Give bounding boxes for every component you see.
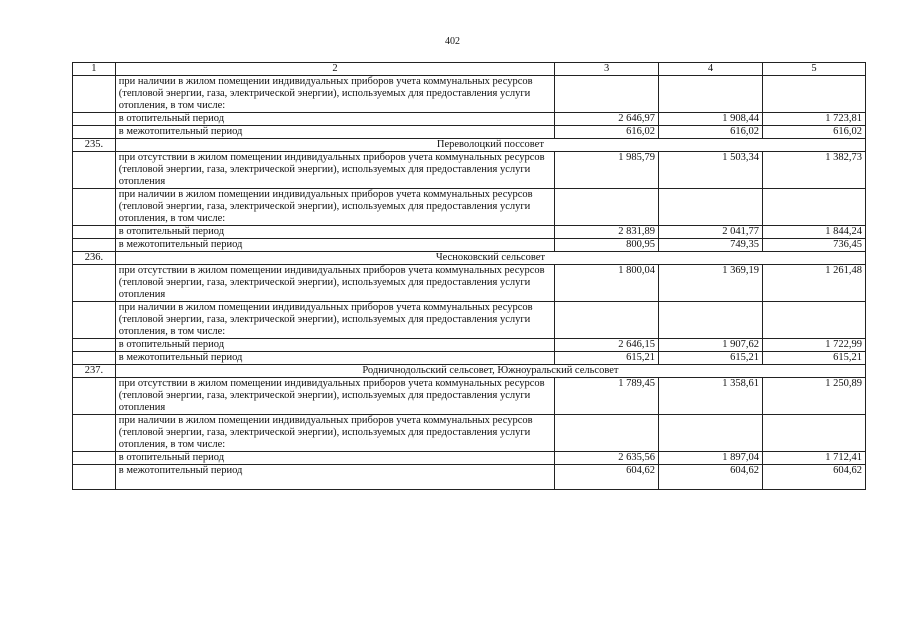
value-col-4 — [659, 189, 763, 226]
row-number-cell — [73, 265, 116, 302]
section-row — [73, 365, 866, 378]
value-col-5: 604,62 — [763, 465, 866, 490]
column-number-2: 2 — [115, 63, 554, 76]
value-col-4: 616,02 — [659, 126, 763, 139]
value-col-4: 1 897,04 — [659, 452, 763, 465]
value-col-4 — [659, 76, 763, 113]
section-title: Переволоцкий поссовет — [115, 139, 865, 152]
value-col-5: 615,21 — [763, 352, 866, 365]
table-row — [73, 415, 866, 452]
row-number-cell — [73, 378, 116, 415]
row-description: в межотопительный период — [115, 126, 554, 139]
value-col-3: 1 985,79 — [555, 152, 659, 189]
section-number: 237. — [73, 365, 116, 378]
section-number: 235. — [73, 139, 116, 152]
value-col-3: 2 831,89 — [555, 226, 659, 239]
row-number-cell — [73, 76, 116, 113]
table-row — [73, 378, 866, 415]
row-number-cell — [73, 239, 116, 252]
value-col-4: 1 503,34 — [659, 152, 763, 189]
table-row — [73, 265, 866, 302]
value-col-4: 2 041,77 — [659, 226, 763, 239]
row-description: в межотопительный период — [115, 352, 554, 365]
value-col-4: 1 358,61 — [659, 378, 763, 415]
section-row — [73, 139, 866, 152]
value-col-5: 616,02 — [763, 126, 866, 139]
row-description: в отопительный период — [115, 113, 554, 126]
value-col-5: 1 844,24 — [763, 226, 866, 239]
row-description: в межотопительный период — [115, 239, 554, 252]
table-row — [73, 352, 866, 365]
section-number: 236. — [73, 252, 116, 265]
value-col-4: 1 369,19 — [659, 265, 763, 302]
value-col-4 — [659, 415, 763, 452]
row-description: при наличии в жилом помещении индивидуальных приборов учета коммунальных ресурсов (тепловой энергии, газа, электрической энергии), используемых для предоставления услуги отопления, в том числе: — [115, 302, 554, 339]
value-col-5: 1 722,99 — [763, 339, 866, 352]
value-col-3 — [555, 189, 659, 226]
value-col-4: 749,35 — [659, 239, 763, 252]
table-row — [73, 452, 866, 465]
value-col-5: 1 382,73 — [763, 152, 866, 189]
value-col-4: 615,21 — [659, 352, 763, 365]
table-row — [73, 339, 866, 352]
page-number: 402 — [445, 36, 460, 47]
column-number-3: 3 — [555, 63, 659, 76]
value-col-3: 2 646,15 — [555, 339, 659, 352]
row-number-cell — [73, 126, 116, 139]
table-row — [73, 189, 866, 226]
table-row — [73, 76, 866, 113]
value-col-5: 1 723,81 — [763, 113, 866, 126]
value-col-5 — [763, 415, 866, 452]
row-number-cell — [73, 415, 116, 452]
column-number-4: 4 — [659, 63, 763, 76]
table-row — [73, 113, 866, 126]
row-number-cell — [73, 465, 116, 490]
row-description: при отсутствии в жилом помещении индивидуальных приборов учета коммунальных ресурсов (тепловой энергии, газа, электрической энергии), используемых для предоставления услуги отопления — [115, 265, 554, 302]
value-col-3: 2 646,97 — [555, 113, 659, 126]
value-col-3: 615,21 — [555, 352, 659, 365]
section-title: Родничнодольский сельсовет, Южноуральский сельсовет — [115, 365, 865, 378]
value-col-4: 1 908,44 — [659, 113, 763, 126]
column-number-1: 1 — [73, 63, 116, 76]
value-col-3: 1 789,45 — [555, 378, 659, 415]
row-number-cell — [73, 226, 116, 239]
value-col-3: 1 800,04 — [555, 265, 659, 302]
table-row — [73, 226, 866, 239]
value-col-5: 1 250,89 — [763, 378, 866, 415]
row-description: в межотопительный период — [115, 465, 554, 490]
value-col-3: 604,62 — [555, 465, 659, 490]
value-col-4: 604,62 — [659, 465, 763, 490]
value-col-5 — [763, 189, 866, 226]
row-description: при отсутствии в жилом помещении индивидуальных приборов учета коммунальных ресурсов (тепловой энергии, газа, электрической энергии), используемых для предоставления услуги отопления — [115, 378, 554, 415]
tariff-table — [72, 62, 866, 490]
value-col-3: 2 635,56 — [555, 452, 659, 465]
value-col-3: 800,95 — [555, 239, 659, 252]
value-col-5: 1 712,41 — [763, 452, 866, 465]
section-title: Чесноковский сельсовет — [115, 252, 865, 265]
table-row — [73, 126, 866, 139]
value-col-4: 1 907,62 — [659, 339, 763, 352]
column-number-row — [73, 63, 866, 76]
row-number-cell — [73, 189, 116, 226]
row-description: в отопительный период — [115, 339, 554, 352]
table-row — [73, 465, 866, 490]
table-row — [73, 152, 866, 189]
value-col-3 — [555, 415, 659, 452]
value-col-3 — [555, 302, 659, 339]
table-row — [73, 239, 866, 252]
value-col-5 — [763, 76, 866, 113]
row-number-cell — [73, 152, 116, 189]
row-number-cell — [73, 113, 116, 126]
row-description: в отопительный период — [115, 226, 554, 239]
value-col-5: 736,45 — [763, 239, 866, 252]
row-description: в отопительный период — [115, 452, 554, 465]
table-body — [73, 63, 866, 490]
row-description: при наличии в жилом помещении индивидуальных приборов учета коммунальных ресурсов (тепловой энергии, газа, электрической энергии), используемых для предоставления услуги отопления, в том числе: — [115, 189, 554, 226]
row-number-cell — [73, 339, 116, 352]
value-col-5: 1 261,48 — [763, 265, 866, 302]
value-col-4 — [659, 302, 763, 339]
row-number-cell — [73, 302, 116, 339]
value-col-3 — [555, 76, 659, 113]
table-row — [73, 302, 866, 339]
column-number-5: 5 — [763, 63, 866, 76]
row-description: при отсутствии в жилом помещении индивидуальных приборов учета коммунальных ресурсов (тепловой энергии, газа, электрической энергии), используемых для предоставления услуги отопления — [115, 152, 554, 189]
value-col-5 — [763, 302, 866, 339]
value-col-3: 616,02 — [555, 126, 659, 139]
section-row — [73, 252, 866, 265]
row-description: при наличии в жилом помещении индивидуальных приборов учета коммунальных ресурсов (тепловой энергии, газа, электрической энергии), используемых для предоставления услуги отопления, в том числе: — [115, 415, 554, 452]
row-number-cell — [73, 452, 116, 465]
row-description: при наличии в жилом помещении индивидуальных приборов учета коммунальных ресурсов (тепловой энергии, газа, электрической энергии), используемых для предоставления услуги отопления, в том числе: — [115, 76, 554, 113]
row-number-cell — [73, 352, 116, 365]
